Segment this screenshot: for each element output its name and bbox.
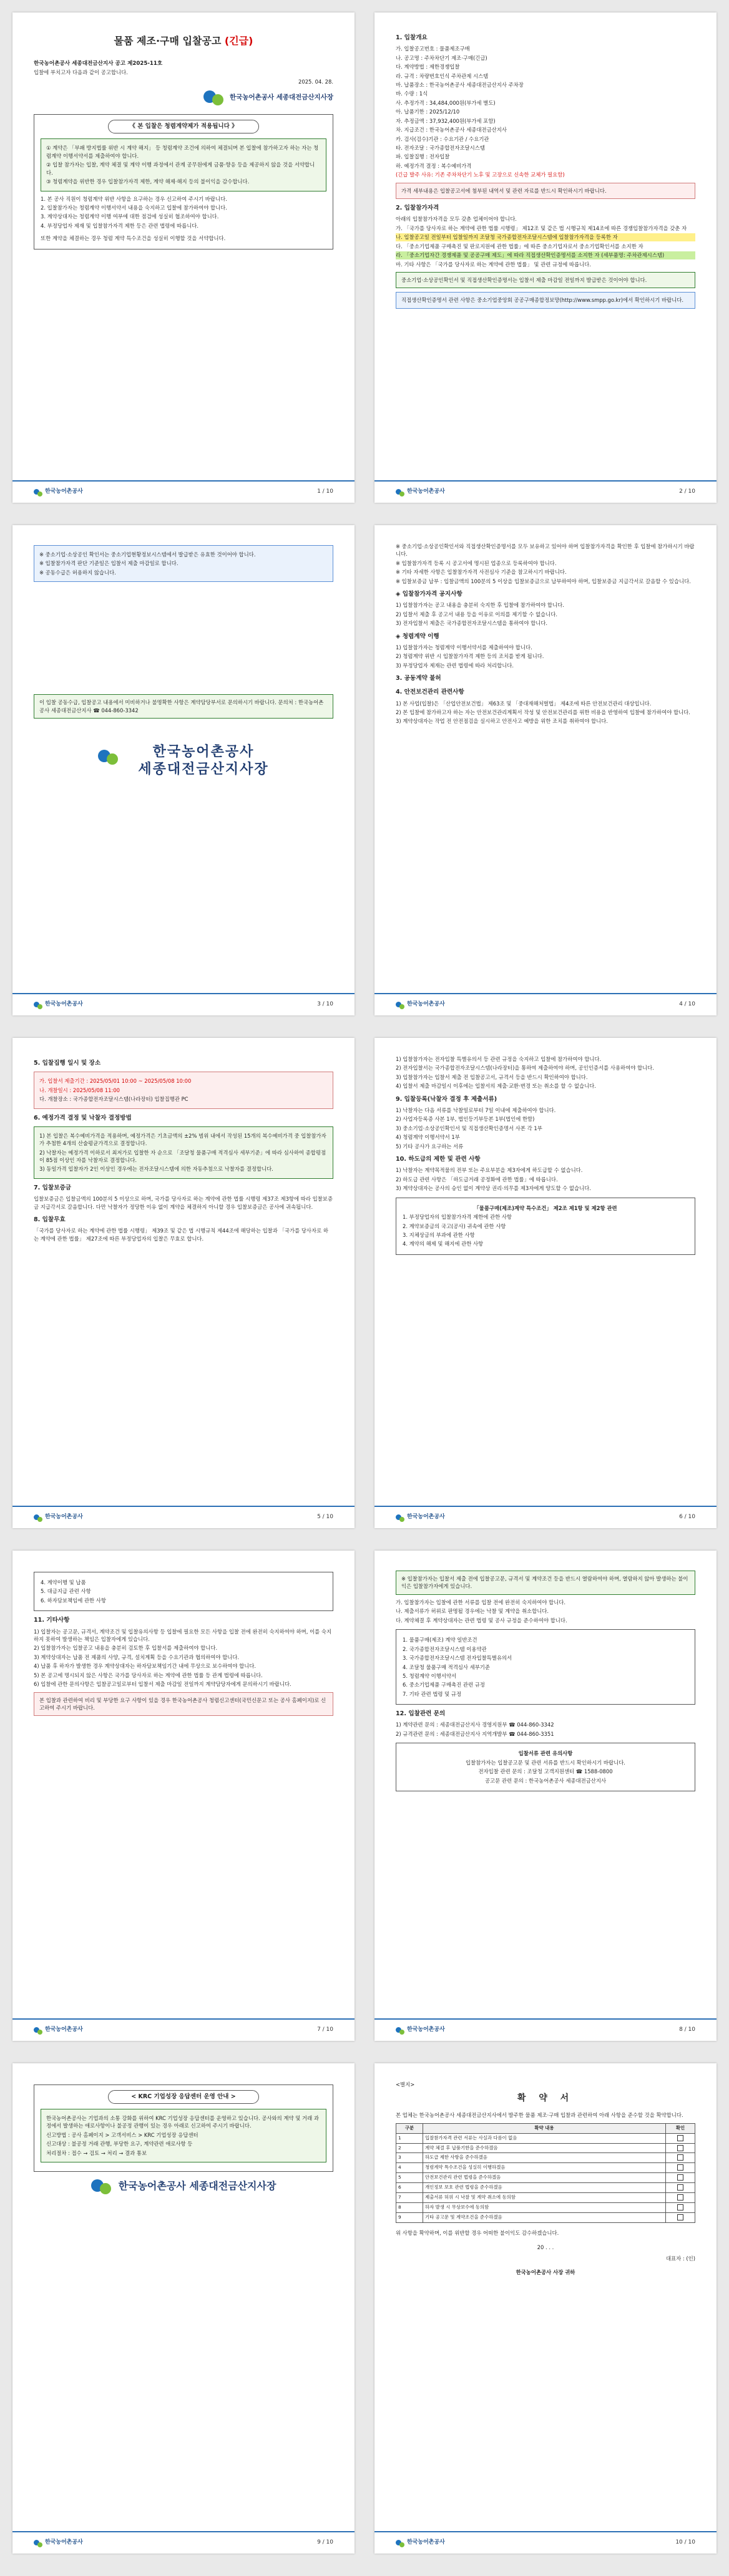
inquiry-notice: 이 입찰 공동수급, 입찰공고 내용에서 미비하거나 불명확한 사항은 계약담당부서로 문의하시기 바랍니다. 문의처 : 한국농어촌공사 세종대전금산지사 ☎ 044-860-3342: [34, 694, 333, 719]
krc-logo-icon: [91, 2178, 112, 2194]
intro-text: 입찰에 부치고자 다음과 같이 공고합니다.: [34, 69, 128, 76]
page-number: 2 / 10: [679, 488, 695, 495]
section-heading: 8. 입찰무효: [34, 1216, 66, 1223]
pledge-text: 제출서류 허위 시 낙찰 및 계약 취소에 동의함: [423, 2193, 666, 2203]
pledge-table: 구분 확약 내용 확인 1 입찰참가자격 관련 서류는 사실과 다름이 없음 2 계약 체결 후 납품기한을 준수하겠음 3 하도급 제한 사항을 준수하겠음 4 청렴계약 특수조건을 성실히 이행하겠음 5 안전보건관리 관련 법령을 준수하겠음 6 개인정보 보호 관련 법령을 준수하겠음 7 제출서류 허위 시 낙찰 및 계약 취소에 동의함 8 하자 발생 시 무상보수에 동의함 9 기타 공고문 및 계약조건을 준수하겠음: [396, 2123, 695, 2224]
page-footer: 한국농어촌공사 7 / 10: [12, 2018, 355, 2041]
page-8: ※ 입찰참가자는 입찰서 제출 전에 입찰공고문, 규격서 및 계약조건 등을 반드시 열람하여야 하며, 열람하지 않아 발생하는 불이익은 입찰참가자에게 있습니다. 가. 입찰참가자는 입찰에 관한 서류를 입찰 전에 완전히 숙지하여야 합니다. 나. 제출서류가 허위로 판명될 경우에는 낙찰 및 계약을 취소합니다. 다. 계약체결 후 계약상대자는 관련 법령 및 공사 규정을 준수하여야 합니다. 1. 물품구매(제조) 계약 일반조건 2. 국가종합전자조달시스템 이용약관 3. 국가종합전자조달시스템 전자입찰특별유의서 4. 조달청 물품구매 적격심사 세부기준 5. 청렴계약 이행서약서 6. 중소기업제품 구매촉진 관련 규정 7. 기타 관련 법령 및 규정 12. 입찰관련 문의 1) 계약관련 문의 : 세종대전금산지사 경영지원부 ☎ 044-860-3342 2) 규격관련 문의 : 세종대전금산지사 지역개발부 ☎ 044-860-3351 입찰서류 관련 유의사항 입찰참가자는 입찰공고문 및 관련 서류를 반드시 확인하시기 바랍니다. 전자입찰 관련 문의 : 조달청 고객지원센터 ☎ 1588-0800 공고문 관련 문의 : 한국농어촌공사 세종대전금산지사 한국농어촌공사 8 / 10: [374, 1551, 717, 2041]
page-7: 4. 계약이행 및 납품 5. 대금지급 관련 사항 6. 하자담보책임에 관한 사항 11. 기타사항 1) 입찰자는 공고문, 규격서, 계약조건 및 입찰유의사항 등 입찰에 필요한 모든 사항을 입찰 전에 완전히 숙지하여야 하며, 이를 숙지하지 못하여 발생하는 책임은 입찰자에게 있습니다. 2) 입찰참가자는 입찰공고 내용을 충분히 검토한 후 입찰서를 제출하여야 합니다. 3) 계약상대자는 납품 전 제품의 사양, 규격, 설치계획 등을 수요기관과 협의하여야 합니다. 4) 납품 후 하자가 발생한 경우 계약상대자는 하자담보책임기간 내에 무상으로 보수하여야 합니다. 5) 본 공고에 명시되지 않은 사항은 국가를 당사자로 하는 계약에 관한 법률 등 관계 법령에 따릅니다. 6) 입찰에 관한 문의사항은 입찰공고일로부터 입찰서 제출 마감일 전일까지 계약담당자에게 문의하시기 바랍니다. 본 입찰과 관련하여 비리 및 부당한 요구 사항이 있을 경우 한국농어촌공사 청렴신고센터(국민신문고 또는 공사 홈페이지)로 신고하여 주시기 바랍니다. 한국농어촌공사 7 / 10: [12, 1551, 355, 2041]
checkbox-icon[interactable]: [677, 2174, 683, 2181]
page-3: [12, 525, 355, 1015]
row-number: 2: [396, 2143, 423, 2153]
page-footer: 한국농어촌공사 4 / 10: [374, 993, 717, 1015]
row-number: 4: [396, 2163, 423, 2173]
page-footer: 한국농어촌공사 3 / 10: [12, 993, 355, 1015]
continued-conditions-box: 4. 계약이행 및 납품 5. 대금지급 관련 사항 6. 하자담보책임에 관한 사항: [34, 1572, 333, 1611]
confirm-checkbox[interactable]: [666, 2153, 695, 2163]
page-number: 7 / 10: [317, 2026, 333, 2033]
confirm-checkbox[interactable]: [666, 2173, 695, 2183]
page-4: ※ 중소기업·소상공인확인서와 직접생산확인증명서를 모두 보유하고 있어야 하며 입찰참가자격을 확인한 후 입찰에 참가하시기 바랍니다. ※ 입찰참가자격 등록 시 공고서에 명시된 업종으로 등록하여야 합니다. ※ 기타 자세한 사항은 입찰참가자격 사전심사 기준을 참고하시기 바랍니다. ※ 입찰보증금 납부 : 입찰금액의 100분의 5 이상을 입찰보증금으로 납부하여야 하며, 입찰보증금 지급각서로 갈음할 수 있습니다. ◈ 입찰참가자격 공지사항 1) 입찰참가자는 공고 내용을 충분히 숙지한 후 입찰에 참가하여야 합니다. 2) 입찰서 제출 후 공고서 내용 등을 이유로 이의를 제기할 수 없습니다. 3) 전자입찰서 제출은 국가종합전자조달시스템을 통하여야 합니다. ◈ 청렴계약 이행 1) 입찰참가자는 청렴계약 이행서약서를 제출하여야 합니다. 2) 청렴계약 위반 시 입찰참가자격 제한 등의 조치를 받게 됩니다. 3) 부정당업자 제재는 관련 법령에 따라 처리합니다. 3. 공동계약 불허 4. 안전보건관리 관련사항 1) 본 사업(입찰)은 「산업안전보건법」 제63조 및 「중대재해처벌법」 제4조에 따른 안전보건관리 대상입니다. 2) 본 입찰에 참가하고자 하는 자는 안전보건관리계획서 작성 및 안전보건관리를 위한 비용을 반영하여 입찰에 참가하여야 합니다. 3) 계약상대자는 작업 전 안전점검을 실시하고 안전사고 예방을 위한 조치를 취하여야 합니다. 한국농어촌공사 4 / 10: [374, 525, 717, 1015]
page-1: [12, 12, 355, 503]
krc-mini-logo-icon: [396, 2026, 404, 2035]
page-number: 4 / 10: [679, 1001, 695, 1008]
pledge-text: 청렴계약 특수조건을 성실히 이행하겠음: [423, 2163, 666, 2173]
page-number: 6 / 10: [679, 1514, 695, 1521]
section-heading: 1. 입찰개요: [396, 34, 428, 41]
confirm-checkbox[interactable]: [666, 2193, 695, 2203]
pledge-text: 개인정보 보호 관련 법령을 준수하겠음: [423, 2183, 666, 2193]
table-row: [396, 2213, 695, 2223]
krc-mini-logo-icon: [396, 1513, 404, 1522]
related-rules-box: 1. 물품구매(제조) 계약 일반조건 2. 국가종합전자조달시스템 이용약관 3. 국가종합전자조달시스템 전자입찰특별유의서 4. 조달청 물품구매 적격심사 세부기준 5. 청렴계약 이행서약서 6. 중소기업제품 구매촉진 관련 규정 7. 기타 관련 법령 및 규정: [396, 1629, 695, 1705]
section-heading: 5. 입찰집행 일시 및 장소: [34, 1060, 101, 1067]
section-heading: 10. 하도급의 제한 및 관련 사항: [396, 1156, 481, 1163]
page-6: 1) 입찰참가자는 전자입찰 특별유의서 등 관련 규정을 숙지하고 입찰에 참가하여야 합니다. 2) 전자입찰서는 국가종합전자조달시스템(나라장터)을 통하여 제출하여야 하며, 공인인증서를 사용하여야 합니다. 3) 입찰참가자는 입찰서 제출 전 입찰공고서, 규격서 등을 반드시 확인하여야 합니다. 4) 입찰서 제출 마감일시 이후에는 입찰서의 제출·교환·변경 또는 취소를 할 수 없습니다. 9. 입찰등록(낙찰자 결정 후 제출서류) 1) 낙찰자는 다음 서류를 낙찰일로부터 7일 이내에 제출하여야 합니다. 2) 사업자등록증 사본 1부, 법인등기부등본 1부(법인에 한함) 3) 중소기업·소상공인확인서 및 직접생산확인증명서 사본 각 1부 4) 청렴계약 이행서약서 1부 5) 기타 공사가 요구하는 서류 10. 하도급의 제한 및 관련 사항 1) 낙찰자는 계약목적물의 전부 또는 주요부분을 제3자에게 하도급할 수 없습니다. 2) 하도급 관련 사항은 「하도급거래 공정화에 관한 법률」에 따릅니다. 3) 계약상대자는 공사의 승인 없이 계약상 권리·의무를 제3자에게 양도할 수 없습니다. 「물품구매(제조)계약 특수조건」 제2조 제1항 및 제2항 관련 1. 부정당업자의 입찰참가자격 제한에 관한 사항 2. 계약보증금의 국고(공사) 귀속에 관한 사항 3. 지체상금의 부과에 관한 사항 4. 계약의 해제 및 해지에 관한 사항 한국농어촌공사 6 / 10: [374, 1038, 717, 1528]
row-number: 1: [396, 2133, 423, 2143]
pledge-text: 기타 공고문 및 계약조건을 준수하겠음: [423, 2213, 666, 2223]
krc-mini-logo-icon: [34, 2026, 42, 2035]
org-signature-large: 한국농어촌공사 세종대전금산지사장: [34, 743, 333, 778]
page-footer: 한국농어촌공사 9 / 10: [12, 2531, 355, 2554]
org-signature: 한국농어촌공사 세종대전금산지사장: [34, 89, 333, 105]
row-number: 6: [396, 2183, 423, 2193]
section-heading: 11. 기타사항: [34, 1617, 70, 1624]
checkbox-icon[interactable]: [677, 2145, 683, 2151]
krc-logo-icon: [98, 748, 132, 773]
checkbox-icon[interactable]: [677, 2135, 683, 2141]
announcement-date: 2025. 04. 28.: [298, 78, 333, 85]
row-number: 5: [396, 2173, 423, 2183]
page-number: 9 / 10: [317, 2539, 333, 2546]
page-number: 3 / 10: [317, 1001, 333, 1008]
table-row: [396, 2193, 695, 2203]
certificate-notice: 중소기업·소상공인확인서 및 직접생산확인증명서는 입찰서 제출 마감일 전일까지 발급받은 것이어야 합니다.: [396, 272, 695, 288]
page-footer: 한국농어촌공사 8 / 10: [374, 2018, 717, 2041]
confirm-checkbox[interactable]: [666, 2213, 695, 2223]
checkbox-icon[interactable]: [677, 2154, 683, 2161]
krc-mini-logo-icon: [34, 1000, 42, 1009]
section-heading: 2. 입찰참가자격: [396, 205, 439, 212]
notices-box: ※ 중소기업·소상공인 확인서는 중소기업현황정보시스템에서 발급받은 유효한 것이어야 합니다. ※ 입찰참가자격 판단 기준일은 입찰서 제출 마감일로 합니다. ※ 공동수급은 허용하지 않습니다.: [34, 545, 333, 582]
row-number: 8: [396, 2203, 423, 2213]
section-heading: 4. 안전보건관리 관련사항: [396, 689, 464, 696]
page-2: 1. 입찰개요 가. 입찰공고번호 : 물품제조구매 나. 공고명 : 주차차단기 제조·구매(긴급) 다. 계약방법 : 제한경쟁입찰 라. 규격 : 차량번호인식 주차관제 시스템 마. 납품장소 : 한국농어촌공사 세종대전금산지사 주차장 바. 수량 : 1식 사. 추정가격 : 34,484,000원(부가세 별도) 아. 납품기한 : 2025/12/10 자. 추정금액 : 37,932,400원(부가세 포함) 차. 지급조건 : 한국농어촌공사 세종대전금산지사 카. 검사(검수)기관 : 수요기관 / 수요기관 타. 전자조달 : 국가종합전자조달시스템 파. 입찰집행 : 전자입찰 하. 예정가격 결정 : 복수예비가격 (긴급 발주 사유: 기존 주차차단기 노후 및 고장으로 신속한 교체가 필요함) 가격 세부내용은 입찰공고서에 첨부된 내역서 및 관련 자료를 반드시 확인하시기 바랍니다. 2. 입찰참가자격 아래의 입찰참가자격을 모두 갖춘 업체이어야 합니다. 가. 「국가를 당사자로 하는 계약에 관한 법률 시행령」 제12조 및 같은 법 시행규칙 제14조에 따른 경쟁입찰참가자격을 갖춘 자 나. 입찰공고일 전일부터 입찰일까지 조달청 국가종합전자조달시스템에 입찰참가자격을 등록한 자 다. 「중소기업제품 구매촉진 및 판로지원에 관한 법률」에 따른 중소기업자로서 중소기업확인서를 소지한 자 라. 「중소기업자간 경쟁제품 및 공공구매 제도」에 따라 직접생산확인증명서를 소지한 자 (세부품명: 주차관제시스템) 마. 기타 사항은 「국가를 당사자로 하는 계약에 관한 법률」 및 관련 규정에 따릅니다. 중소기업·소상공인확인서 및 직접생산확인증명서는 입찰서 제출 마감일 전일까지 발급받은 것이어야 합니다. 직접생산확인증명서 관련 사항은 중소기업중앙회 공공구매종합정보망(http://www.smpp.go.kr)에서 확인하시기 바랍니다. 한국농어촌공사 2 / 10: [374, 12, 717, 503]
price-notice: 가격 세부내용은 입찰공고서에 첨부된 내역서 및 관련 자료를 반드시 확인하시기 바랍니다.: [396, 183, 695, 199]
table-row: [396, 2173, 695, 2183]
certificate-title: 확 약 서: [517, 2093, 574, 2104]
section-heading: 9. 입찰등록(낙찰자 결정 후 제출서류): [396, 1095, 497, 1103]
section-heading: 7. 입찰보증금: [34, 1184, 71, 1191]
section-heading: 12. 입찰관련 문의: [396, 1710, 446, 1718]
page-number: 1 / 10: [317, 488, 333, 495]
krc-mini-logo-icon: [396, 1000, 404, 1009]
review-notice: ※ 입찰참가자는 입찰서 제출 전에 입찰공고문, 규격서 및 계약조건 등을 반드시 열람하여야 하며, 열람하지 않아 발생하는 불이익은 입찰참가자에게 있습니다.: [396, 1571, 695, 1595]
page-footer: 한국농어촌공사 6 / 10: [374, 1506, 717, 1528]
row-number: 3: [396, 2153, 423, 2163]
krc-mini-logo-icon: [34, 1513, 42, 1522]
pledge-text: 하자 발생 시 무상보수에 동의함: [423, 2203, 666, 2213]
integrity-contract-box: 《 본 입찰은 청렴계약제가 적용됩니다 》 ① 계약은 「부패 방지법률 위반 시 계약 해지」 등 청렴계약 조건에 의하여 체결되며 본 입찰에 참가하고자 하는 자는 청렴계약 이행서약서를 제출하여야 합니다. ② 입찰 참가자는 입찰, 계약 체결 및 계약 이행 과정에서 관계 공무원에게 금품·향응 등을 제공하지 않을 것을 서약합니다. ③ 청렴계약을 위반한 경우 입찰참가자격 제한, 계약 해제·해지 등의 불이익을 감수합니다. 1. 본 공사 직원이 청렴계약 위반 사항을 요구하는 경우 신고하여 주시기 바랍니다. 2. 입찰참가자는 청렴계약 이행서약서 내용을 숙지하고 입찰에 참가하여야 합니다. 3. 계약상대자는 청렴계약 이행 여부에 대한 점검에 성실히 협조하여야 합니다. 4. 부정당업자 제재 및 입찰참가자격 제한 등은 관련 법령에 따릅니다. 또한 계약을 체결하는 경우 청렴 계약 특수조건을 성실히 이행할 것을 서약합니다.: [34, 114, 333, 249]
confirm-checkbox[interactable]: [666, 2183, 695, 2193]
confirm-checkbox[interactable]: [666, 2163, 695, 2173]
bid-document-notice: 입찰서류 관련 유의사항 입찰참가자는 입찰공고문 및 관련 서류를 반드시 확인하시기 바랍니다. 전자입찰 관련 문의 : 조달청 고객지원센터 ☎ 1588-0800 공고문 관련 문의 : 한국농어촌공사 세종대전금산지사: [396, 1743, 695, 1791]
org-signature: 한국농어촌공사 세종대전금산지사장: [34, 2178, 333, 2194]
bid-schedule-box: 가. 입찰서 제출기간 : 2025/05/01 10:00 ~ 2025/05/08 10:00 나. 개찰일시 : 2025/05/08 11:00 다. 개찰장소 : 국가종합전자조달시스템(나라장터) 입찰집행관 PC: [34, 1072, 333, 1108]
page-footer: 한국농어촌공사 10 / 10: [374, 2531, 717, 2554]
smpp-notice: 직접생산확인증명서 관련 사항은 중소기업중앙회 공공구매종합정보망(http://www.smpp.go.kr)에서 확인하시기 바랍니다.: [396, 292, 695, 308]
page-number: 8 / 10: [679, 2026, 695, 2033]
row-number: 7: [396, 2193, 423, 2203]
pledge-text: 계약 체결 후 납품기한을 준수하겠음: [423, 2143, 666, 2153]
pledge-text: 입찰참가자격 관련 서류는 사실과 다름이 없음: [423, 2133, 666, 2143]
checkbox-icon[interactable]: [677, 2204, 683, 2210]
table-row: [396, 2153, 695, 2163]
table-row: [396, 2203, 695, 2213]
krc-logo-icon: [203, 89, 225, 105]
checkbox-icon[interactable]: [677, 2184, 683, 2191]
page-5: 5. 입찰집행 일시 및 장소 가. 입찰서 제출기간 : 2025/05/01 10:00 ~ 2025/05/08 10:00 나. 개찰일시 : 2025/05/08 11:00 다. 개찰장소 : 국가종합전자조달시스템(나라장터) 입찰집행관 PC 6. 예정가격 결정 및 낙찰자 결정방법 1) 본 입찰은 복수예비가격을 적용하며, 예정가격은 기초금액의 ±2% 범위 내에서 작성된 15개의 복수예비가격 중 입찰참가자가 추첨한 4개의 산술평균가격으로 결정합니다. 2) 낙찰자는 예정가격 이하로서 최저가로 입찰한 자 순으로 「조달청 물품구매 적격심사 세부기준」에 따라 심사하여 종합평점이 85점 이상인 자를 낙찰자로 결정합니다. 3) 동일가격 입찰자가 2인 이상인 경우에는 전자조달시스템에 의한 자동추첨으로 낙찰자를 결정합니다. 7. 입찰보증금 입찰보증금은 입찰금액의 100분의 5 이상으로 하며, 국가를 당사자로 하는 계약에 관한 법률 시행령 제37조 제3항에 따라 입찰보증금 지급각서로 갈음합니다. 다만 낙찰자가 정당한 이유 없이 계약을 체결하지 아니할 경우 입찰보증금은 공사에 귀속됩니다. 8. 입찰무효 「국가를 당사자로 하는 계약에 관한 법률 시행령」 제39조 및 같은 법 시행규칙 제44조에 해당하는 입찰과 「국가를 당사자로 하는 계약에 관한 법률」 제27조에 따른 부정당업자의 입찰은 무효로 합니다. 한국농어촌공사 5 / 10: [12, 1038, 355, 1528]
checkbox-icon[interactable]: [677, 2164, 683, 2171]
row-number: 9: [396, 2213, 423, 2223]
section-heading: 6. 예정가격 결정 및 낙찰자 결정방법: [34, 1114, 132, 1121]
pledge-text: 하도급 제한 사항을 준수하겠음: [423, 2153, 666, 2163]
section-heading: 3. 공동계약 불허: [396, 675, 441, 682]
page-9: [12, 2063, 355, 2554]
table-row: [396, 2133, 695, 2143]
krc-mini-logo-icon: [34, 2539, 42, 2547]
page-footer: 한국농어촌공사 1 / 10: [12, 480, 355, 503]
notice-title: 물품 제조·구매 입찰공고 (긴급): [114, 35, 253, 47]
integrity-box-title: 《 본 입찰은 청렴계약제가 적용됩니다 》: [108, 120, 259, 133]
integrity-pledge-box: ① 계약은 「부패 방지법률 위반 시 계약 해지」 등 청렴계약 조건에 의하여 체결되며 본 입찰에 참가하고자 하는 자는 청렴계약 이행서약서를 제출하여야 합니다. ② 입찰 참가자는 입찰, 계약 체결 및 계약 이행 과정에서 관계 공무원에게 금품·향응 등을 제공하지 않을 것을 서약합니다. ③ 청렴계약을 위반한 경우 입찰참가자격 제한, 계약 해제·해지 등의 불이익을 감수합니다.: [41, 138, 326, 191]
checkbox-icon[interactable]: [677, 2194, 683, 2201]
krc-mini-logo-icon: [396, 488, 404, 496]
announcement-number: 한국농어촌공사 세종대전금산지사 공고 제2025-11호: [34, 60, 163, 67]
confirm-checkbox[interactable]: [666, 2143, 695, 2153]
table-row: [396, 2183, 695, 2193]
table-row: [396, 2163, 695, 2173]
page-number: 10 / 10: [675, 2539, 695, 2546]
report-notice: 본 입찰과 관련하여 비리 및 부당한 요구 사항이 있을 경우 한국농어촌공사 청렴신고센터(국민신문고 또는 공사 홈페이지)로 신고하여 주시기 바랍니다.: [34, 1692, 333, 1717]
page-footer: 한국농어촌공사 2 / 10: [374, 480, 717, 503]
pledge-text: 안전보건관리 관련 법령을 준수하겠음: [423, 2173, 666, 2183]
table-row: [396, 2143, 695, 2153]
confirm-checkbox[interactable]: [666, 2133, 695, 2143]
krc-mini-logo-icon: [396, 2539, 404, 2547]
checkbox-icon[interactable]: [677, 2214, 683, 2220]
krc-center-box: < KRC 기업성장 응답센터 운영 안내 > 한국농어촌공사는 기업과의 소통 강화를 위하여 KRC 기업성장 응답센터를 운영하고 있습니다. 공사와의 계약 및 거래 과정에서 발생하는 애로사항이나 불공정 관행이 있는 경우 아래로 신고하여 주시기 바랍니다. 신고방법 : 공사 홈페이지 > 고객서비스 > KRC 기업성장 응답센터 신고대상 : 불공정 거래 관행, 부당한 요구, 계약관련 애로사항 등 처리절차 : 접수 → 검토 → 처리 → 결과 통보: [34, 2085, 333, 2172]
special-conditions-box: 「물품구매(제조)계약 특수조건」 제2조 제1항 및 제2항 관련 1. 부정당업자의 입찰참가자격 제한에 관한 사항 2. 계약보증금의 국고(공사) 귀속에 관한 사항 3. 지체상금의 부과에 관한 사항 4. 계약의 해제 및 해지에 관한 사항: [396, 1198, 695, 1255]
page-number: 5 / 10: [317, 1514, 333, 1521]
page-footer: 한국농어촌공사 5 / 10: [12, 1506, 355, 1528]
confirm-checkbox[interactable]: [666, 2203, 695, 2213]
krc-mini-logo-icon: [34, 488, 42, 496]
page-10: <별지> 확 약 서 본 업체는 한국농어촌공사 세종대전금산지사에서 발주한 물품 제조·구매 입찰과 관련하여 아래 사항을 준수할 것을 확약합니다. 구분 확약 내용 확인 1 입찰참가자격 관련 서류는 사실과 다름이 없음 2 계약 체결 후 납품기한을 준수하겠음 3 하도급 제한 사항을 준수하겠음 4 청렴계약 특수조건을 성실히 이행하겠음 5 안전보건관리 관련 법령을 준수하겠음 6 개인정보 보호 관련 법령을 준수하겠음 7 제출서류 허위 시 낙찰 및 계약 취소에 동의함 8 하자 발생 시 무상보수에 동의함 9 기타 공고문 및 계약조건을 준수하겠음 위 사항을 확약하며, 이를 위반할 경우 어떠한 불이익도 감수하겠습니다. 20 . . . 대표자 : (인) 한국농어촌공사 사장 귀하 한국농어촌공사 10 / 10: [374, 2063, 717, 2554]
urgent-reason: (긴급 발주 사유: 기존 주차차단기 노후 및 고장으로 신속한 교체가 필요함): [396, 172, 565, 178]
award-method-box: 1) 본 입찰은 복수예비가격을 적용하며, 예정가격은 기초금액의 ±2% 범위 내에서 작성된 15개의 복수예비가격 중 입찰참가자가 추첨한 4개의 산술평균가격으로 결정합니다. 2) 낙찰자는 예정가격 이하로서 최저가로 입찰한 자 순으로 「조달청 물품구매 적격심사 세부기준」에 따라 심사하여 종합평점이 85점 이상인 자를 낙찰자로 결정합니다. 3) 동일가격 입찰자가 2인 이상인 경우에는 전자조달시스템에 의한 자동추첨으로 낙찰자를 결정합니다.: [34, 1126, 333, 1179]
